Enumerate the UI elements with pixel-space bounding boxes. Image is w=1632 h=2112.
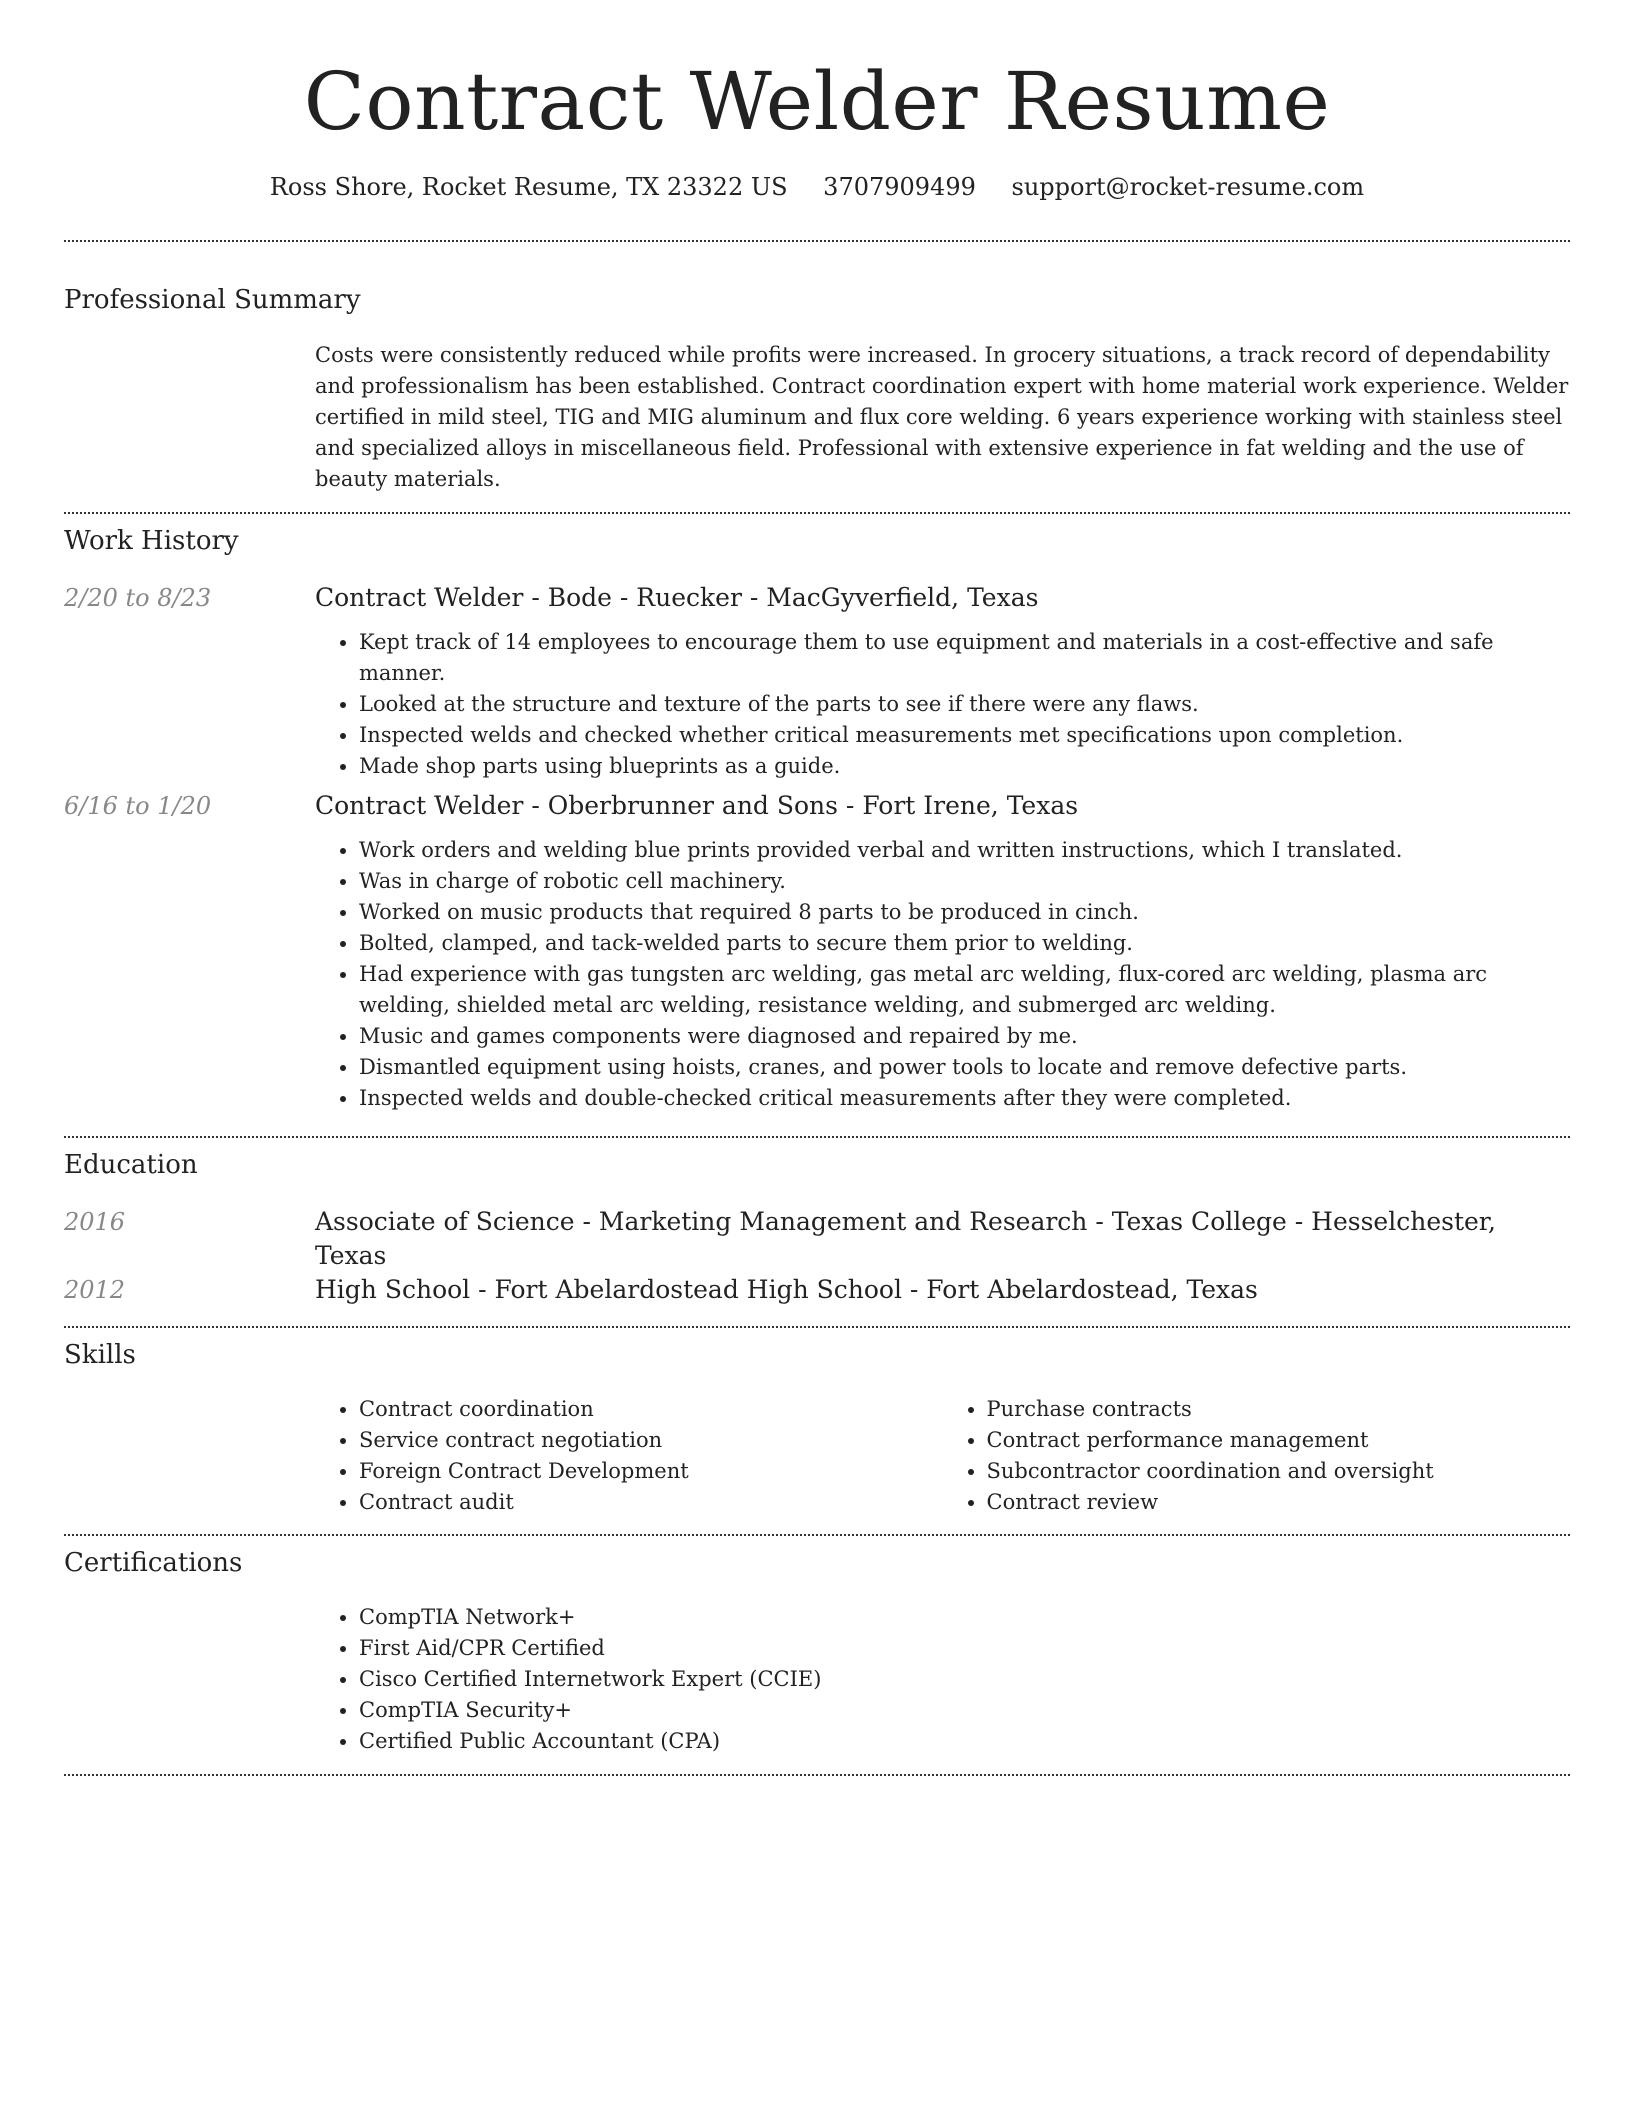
list-item: • First Aid/CPR Certified xyxy=(359,1633,1570,1664)
list-item: • Made shop parts using blueprints as a guide. xyxy=(359,751,1570,782)
skills-list-right xyxy=(943,1394,1571,1518)
skills-grid xyxy=(315,1394,1570,1518)
job-title: Contract Welder - Oberbrunner and Sons - Fort Irene, Texas xyxy=(315,791,1079,820)
section-title-education: Education xyxy=(64,1150,198,1180)
education-title: Associate of Science - Marketing Management and Research - Texas College - Hesselchester, Texas xyxy=(315,1207,1496,1270)
list-item: • Kept track of 14 employees to encourage them to use equipment and materials in a cost-effective and safe manner. xyxy=(359,627,1570,689)
list-item: • Certified Public Accountant (CPA) xyxy=(359,1726,1570,1757)
list-item: • Dismantled equipment using hoists, cranes, and power tools to locate and remove defective parts. xyxy=(359,1052,1570,1083)
list-item: • CompTIA Network+ xyxy=(359,1602,1570,1633)
list-item: • Purchase contracts xyxy=(987,1394,1571,1425)
divider xyxy=(64,240,1570,242)
list-item: • Foreign Contract Development xyxy=(359,1456,943,1487)
job-bullets xyxy=(315,835,1570,1114)
job-title: Contract Welder - Bode - Ruecker - MacGyverfield, Texas xyxy=(315,583,1039,612)
job-entry xyxy=(315,789,1570,1114)
list-item: • Contract review xyxy=(987,1487,1571,1518)
certifications-list xyxy=(315,1602,1570,1757)
list-item: • CompTIA Security+ xyxy=(359,1695,1570,1726)
contact-phone: 3707909499 xyxy=(823,173,976,201)
list-item: • Contract coordination xyxy=(359,1394,943,1425)
list-item: • Contract audit xyxy=(359,1487,943,1518)
list-item: • Had experience with gas tungsten arc welding, gas metal arc welding, flux-cored arc welding, plasma arc welding, shielded metal arc welding, resistance welding, and submerged arc welding. xyxy=(359,959,1570,1021)
job-entry xyxy=(315,581,1570,782)
certifications-block xyxy=(315,1602,1570,1757)
list-item: • Looked at the structure and texture of the parts to see if there were any flaws. xyxy=(359,689,1570,720)
job-bullets xyxy=(315,627,1570,782)
section-title-work-history: Work History xyxy=(64,526,239,556)
list-item: • Service contract negotiation xyxy=(359,1425,943,1456)
list-item: • Was in charge of robotic cell machinery. xyxy=(359,866,1570,897)
divider xyxy=(64,512,1570,514)
list-item: • Contract performance management xyxy=(987,1425,1571,1456)
contact-line xyxy=(64,170,1570,204)
job-dates: 6/16 to 1/20 xyxy=(64,792,212,820)
list-item: • Bolted, clamped, and tack-welded parts to secure them prior to welding. xyxy=(359,928,1570,959)
contact-address: Ross Shore, Rocket Resume, TX 23322 US xyxy=(269,173,788,201)
list-item: • Inspected welds and double-checked critical measurements after they were completed. xyxy=(359,1083,1570,1114)
education-title: High School - Fort Abelardostead High School - Fort Abelardostead, Texas xyxy=(315,1275,1258,1304)
section-title-skills: Skills xyxy=(64,1340,136,1370)
resume-title: Contract Welder Resume xyxy=(303,55,1331,148)
section-title-summary: Professional Summary xyxy=(64,285,361,315)
summary-text: Costs were consistently reduced while profits were increased. In grocery situations, a track record of dependability and professionalism has been established. Contract coordination expert with home material work experience. Welder certified in mild steel, TIG and MIG aluminum and flux core welding. 6 years experience working with stainless steel and specialized alloys in miscellaneous field. Professional with extensive experience in fat welding and the use of beauty materials. xyxy=(315,343,1569,491)
summary-block xyxy=(315,340,1570,495)
education-year: 2016 xyxy=(64,1208,126,1236)
list-item: • Inspected welds and checked whether critical measurements met specifications upon completion. xyxy=(359,720,1570,751)
skills-list-left xyxy=(315,1394,943,1518)
divider xyxy=(64,1774,1570,1776)
job-dates: 2/20 to 8/23 xyxy=(64,584,212,612)
list-item: • Cisco Certified Internetwork Expert (CCIE) xyxy=(359,1664,1570,1695)
contact-email: support@rocket-resume.com xyxy=(1011,173,1365,201)
divider xyxy=(64,1534,1570,1536)
list-item: • Music and games components were diagnosed and repaired by me. xyxy=(359,1021,1570,1052)
section-title-certifications: Certifications xyxy=(64,1548,243,1578)
divider xyxy=(64,1136,1570,1138)
list-item: • Subcontractor coordination and oversight xyxy=(987,1456,1571,1487)
list-item: • Work orders and welding blue prints provided verbal and written instructions, which I translated. xyxy=(359,835,1570,866)
list-item: • Worked on music products that required 8 parts to be produced in cinch. xyxy=(359,897,1570,928)
divider xyxy=(64,1326,1570,1328)
education-year: 2012 xyxy=(64,1276,126,1304)
